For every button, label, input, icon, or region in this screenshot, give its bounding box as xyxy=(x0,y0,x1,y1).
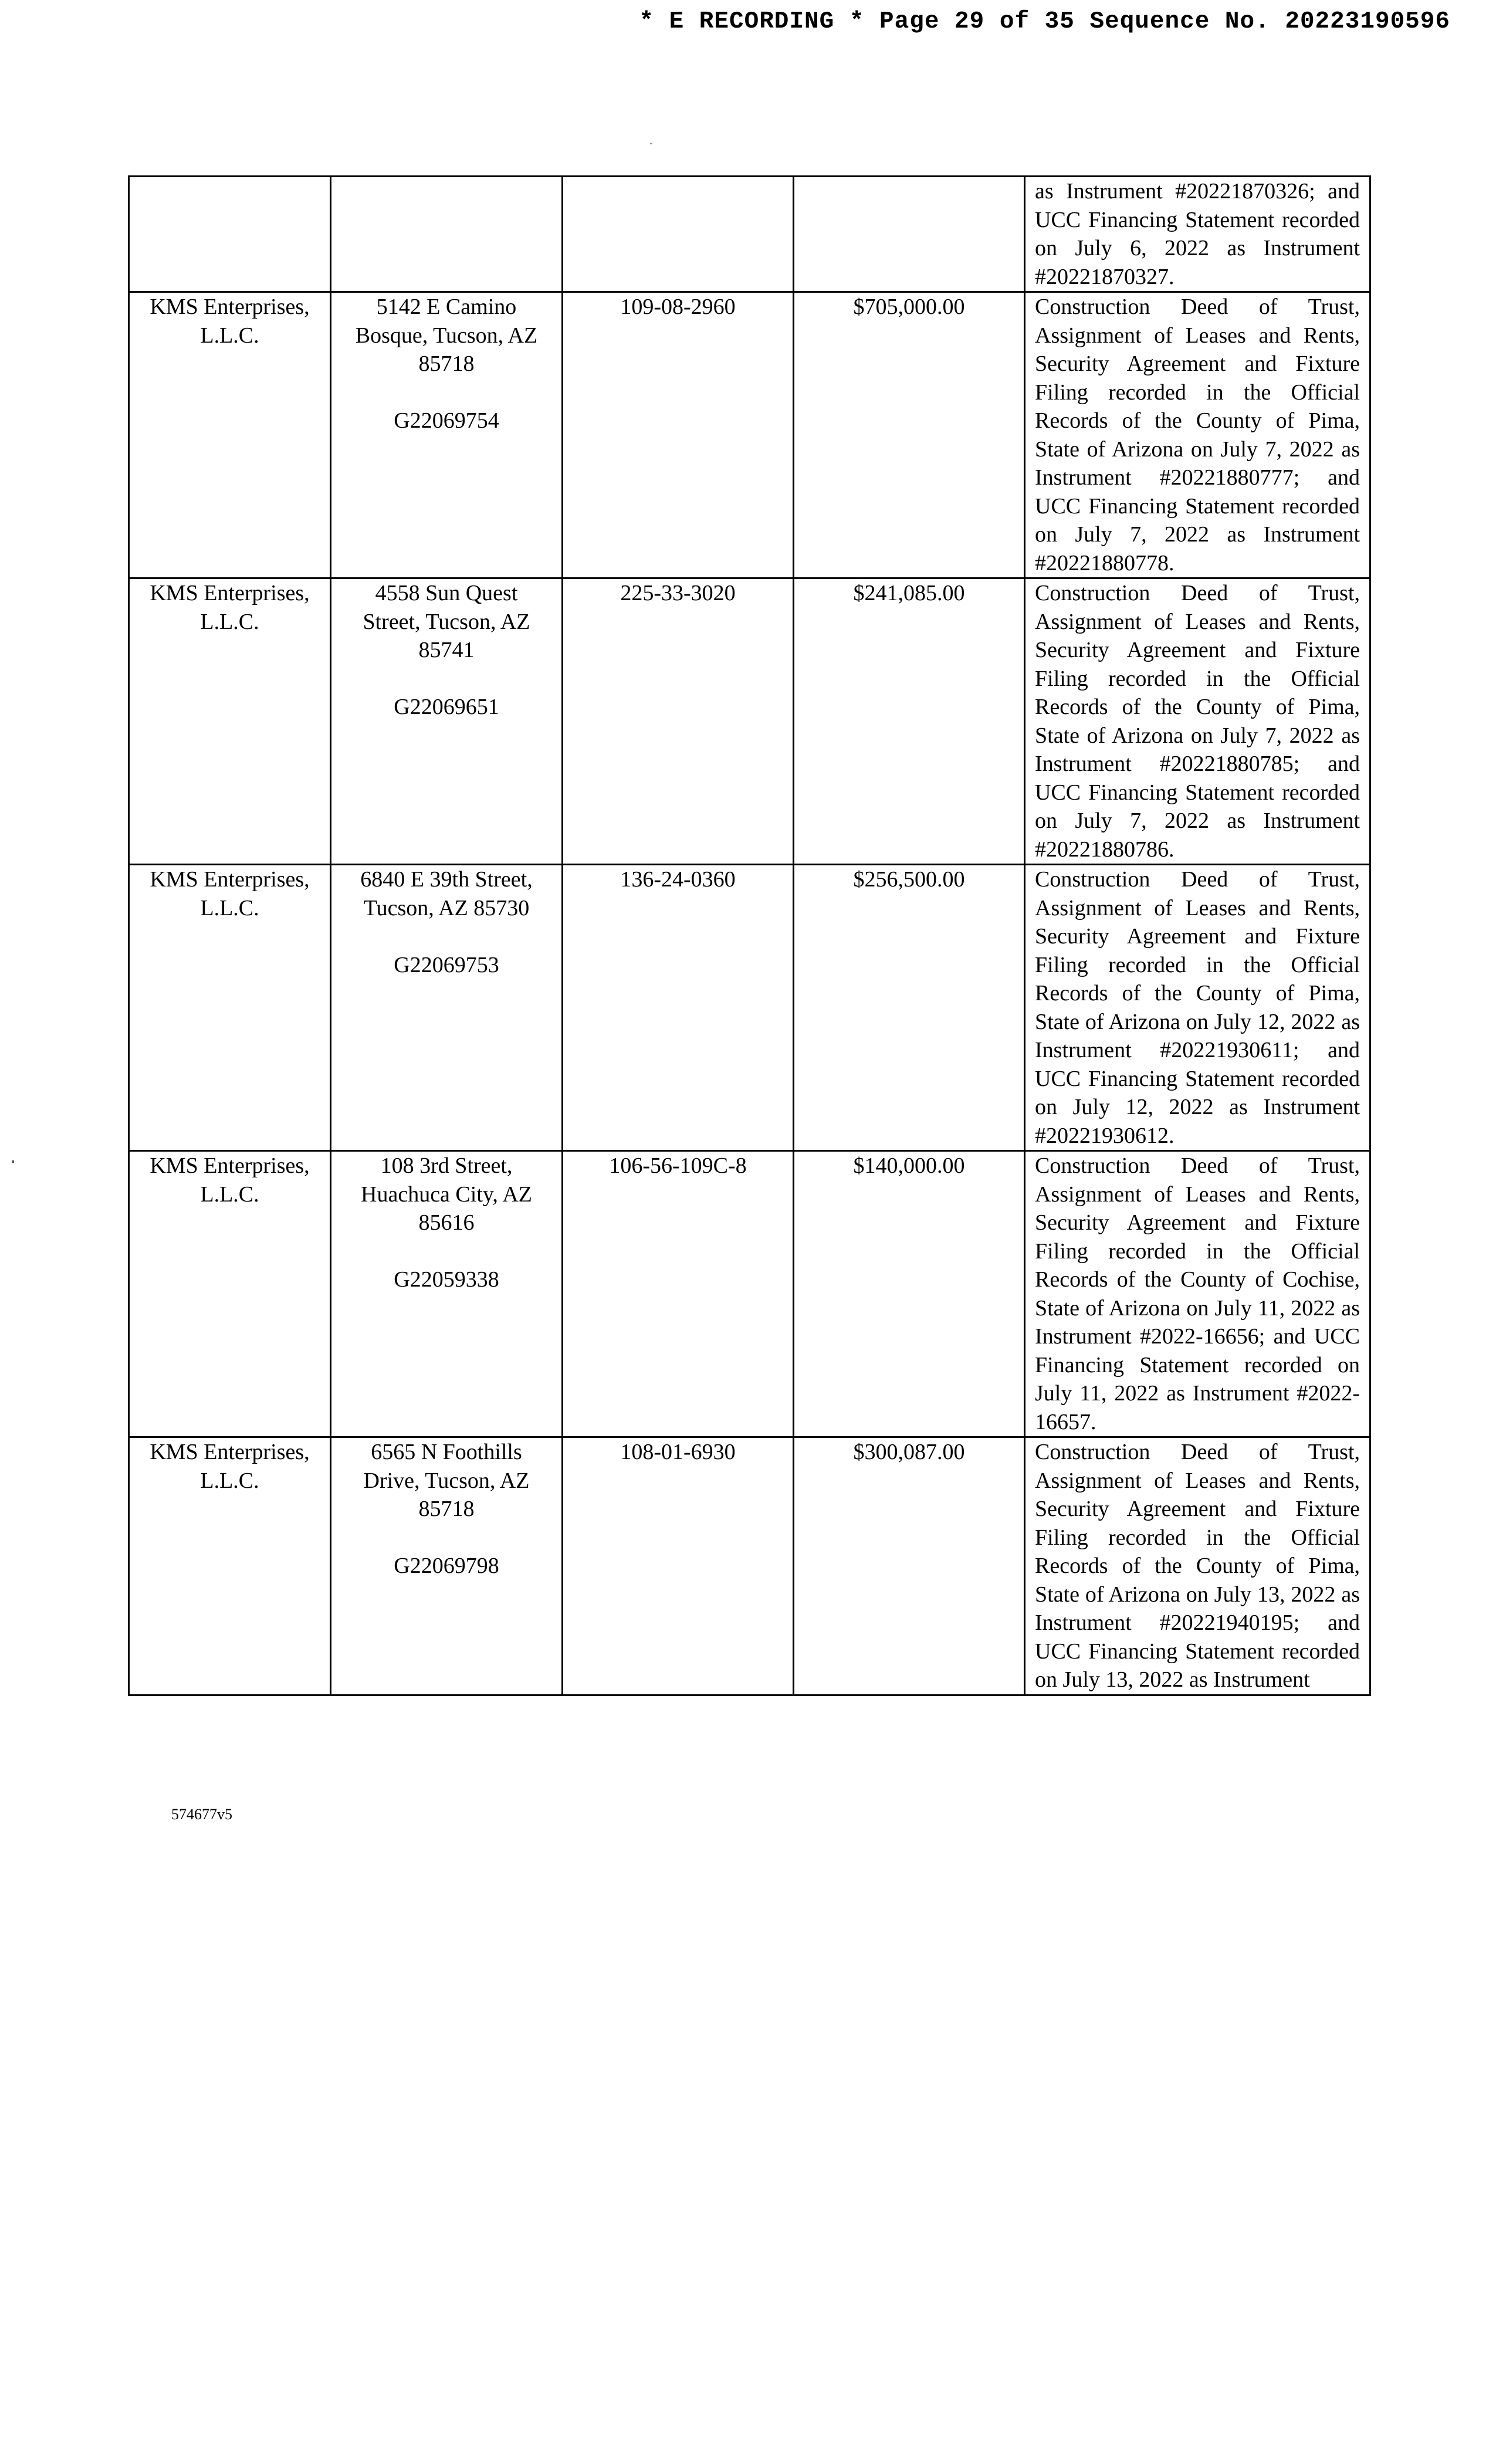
security-instrument-cell: Construction Deed of Trust, Assignment of Leases and Rents, Security Agreement and Fixture Filing recorded in the Official Records of the County of Pima, State of Arizona on July 7, 2022 as Instrument #20221880785; and UCC Financing Statement recorded on July 7, 2022 as Instrument #20221880786. xyxy=(1025,578,1370,865)
borrower-cell: KMS Enterprises, L.L.C. xyxy=(129,578,331,865)
borrower-cell: KMS Enterprises, L.L.C. xyxy=(129,865,331,1151)
property-address-line: Tucson, AZ 85730 xyxy=(363,895,530,920)
loan-amount-cell: $256,500.00 xyxy=(794,865,1025,1151)
property-address-line: Street, Tucson, AZ xyxy=(363,609,530,634)
property-address-line: 5142 E Camino xyxy=(376,295,517,319)
security-instrument-cell: Construction Deed of Trust, Assignment of Leases and Rents, Security Agreement and Fixture Filing recorded in the Official Records of the County of Cochise, State of Arizona on July 11, 2022 as Instrument #2022-16656; and UCC Financing Statement recorded on July 11, 2022 as Instrument #2022-16657. xyxy=(1025,1151,1370,1437)
loan-amount-cell: $300,087.00 xyxy=(794,1437,1025,1695)
scan-speck xyxy=(12,1160,14,1163)
property-address-line: 85741 xyxy=(418,638,475,662)
apn-cell: 136-24-0360 xyxy=(563,865,794,1151)
property-id: G22069753 xyxy=(394,952,499,977)
recording-header: * E RECORDING * Page 29 of 35 Sequence No. 20223190596 xyxy=(639,8,1450,35)
apn-cell: 109-08-2960 xyxy=(563,292,794,578)
loan-amount-cell: $705,000.00 xyxy=(794,292,1025,578)
property-id: G22059338 xyxy=(394,1267,499,1292)
apn-cell: 106-56-109C-8 xyxy=(563,1151,794,1437)
property-address-line: Huachuca City, AZ xyxy=(361,1182,532,1207)
borrower-cell: KMS Enterprises, L.L.C. xyxy=(129,292,331,578)
property-address-line: 6840 E 39th Street, xyxy=(360,867,533,892)
apn-cell: 225-33-3020 xyxy=(563,578,794,865)
property-id: G22069754 xyxy=(394,408,499,433)
loan-amount-cell: $241,085.00 xyxy=(794,578,1025,865)
security-instrument-cell: Construction Deed of Trust, Assignment of Leases and Rents, Security Agreement and Fixture Filing recorded in the Official Records of the County of Pima, State of Arizona on July 7, 2022 as Instrument #20221880777; and UCC Financing Statement recorded on July 7, 2022 as Instrument #20221880778. xyxy=(1025,292,1370,578)
property-address-line: 85616 xyxy=(418,1210,475,1235)
borrower-cell: KMS Enterprises, L.L.C. xyxy=(129,1151,331,1437)
apn-cell: 108-01-6930 xyxy=(563,1437,794,1695)
property-address-line: 85718 xyxy=(418,1497,475,1521)
scan-speck xyxy=(650,143,652,144)
document-version-id: 574677v5 xyxy=(171,1806,232,1823)
property-address-line: 85718 xyxy=(418,351,475,376)
property-address-line: 6565 N Foothills xyxy=(371,1440,522,1464)
security-instrument-cell: as Instrument #20221870326; and UCC Financing Statement recorded on July 6, 2022 as Instrument #20221870327. xyxy=(1025,177,1370,292)
borrower-cell: KMS Enterprises, L.L.C. xyxy=(129,1437,331,1695)
security-instrument-cell: Construction Deed of Trust, Assignment of Leases and Rents, Security Agreement and Fixture Filing recorded in the Official Records of the County of Pima, State of Arizona on July 12, 2022 as Instrument #20221930611; and UCC Financing Statement recorded on July 12, 2022 as Instrument #20221930612. xyxy=(1025,865,1370,1151)
property-address-line: 4558 Sun Quest xyxy=(375,581,518,605)
security-instrument-cell: Construction Deed of Trust, Assignment of Leases and Rents, Security Agreement and Fixture Filing recorded in the Official Records of the County of Pima, State of Arizona on July 13, 2022 as Instrument #20221940195; and UCC Financing Statement recorded on July 13, 2022 as Instrument xyxy=(1025,1437,1370,1695)
property-address-line: Bosque, Tucson, AZ xyxy=(355,323,538,348)
property-address-line: Drive, Tucson, AZ xyxy=(363,1468,530,1493)
loan-amount-cell: $140,000.00 xyxy=(794,1151,1025,1437)
property-id: G22069651 xyxy=(394,695,499,719)
property-id: G22069798 xyxy=(394,1553,499,1578)
property-address-line: 108 3rd Street, xyxy=(380,1153,513,1178)
